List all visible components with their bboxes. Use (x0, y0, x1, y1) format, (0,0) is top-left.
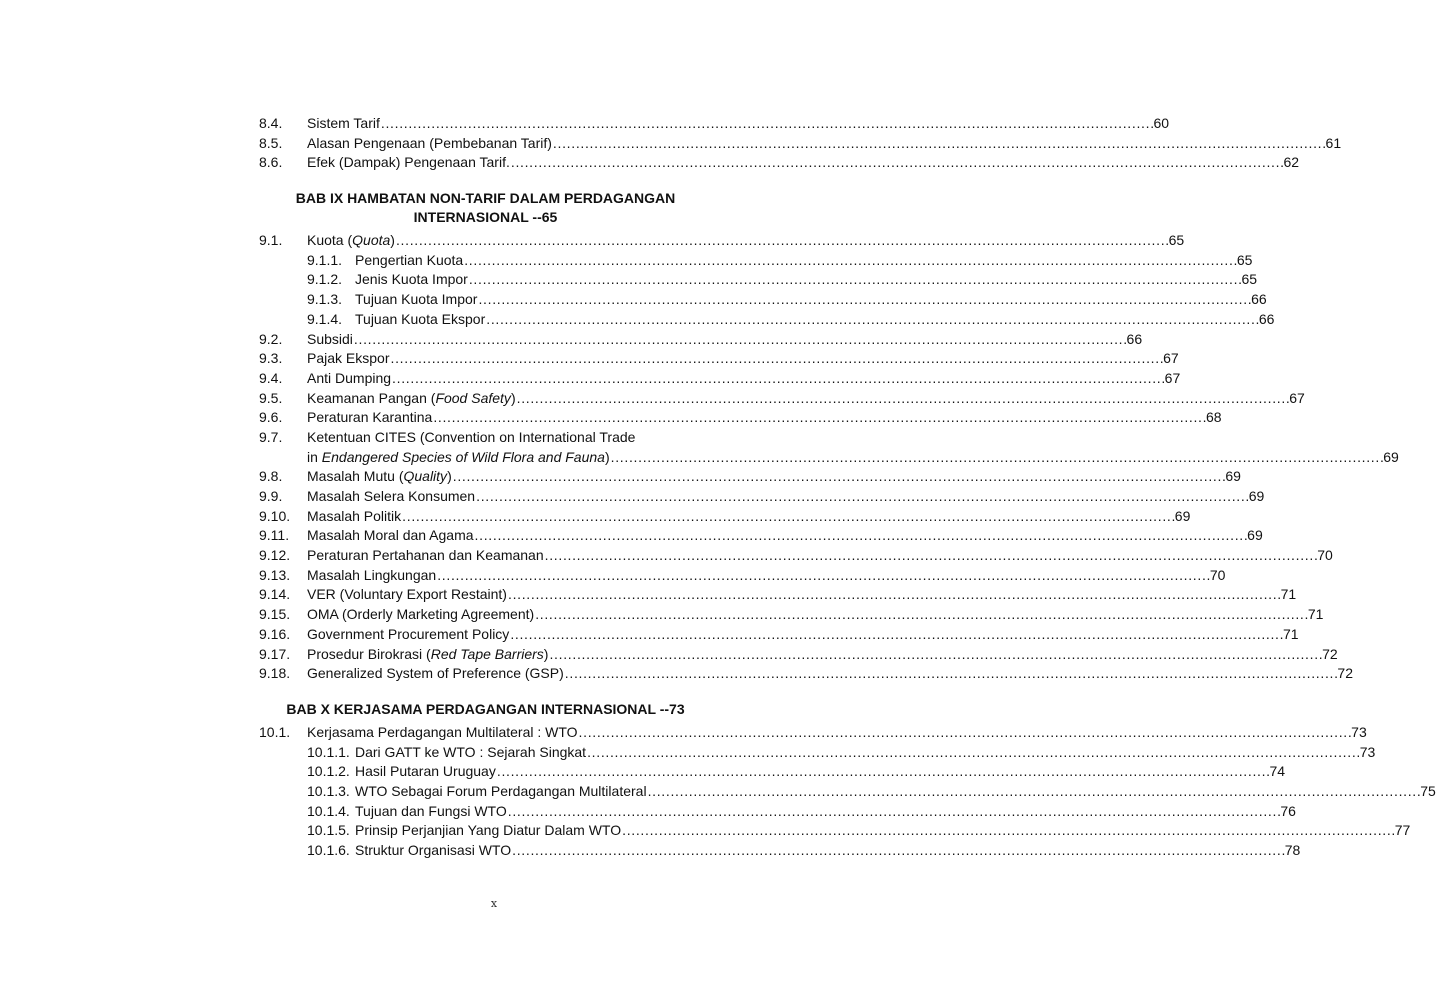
entry-page: 75 (1420, 782, 1436, 799)
entry-number: 9.4. (259, 369, 283, 386)
toc-entry[interactable] (259, 389, 1305, 409)
dot-leader (535, 605, 1307, 625)
dot-leader (486, 310, 1258, 330)
dot-leader (392, 369, 1164, 389)
entry-page: 60 (1153, 115, 1170, 131)
entry-page: 73 (1359, 743, 1376, 760)
entry-title: VER (Voluntary Export Restaint) (307, 586, 507, 603)
entry-number: 10.1.6. (307, 842, 350, 858)
entry-page: 74 (1269, 763, 1286, 780)
entry-number: 9.6. (259, 409, 283, 426)
entry-title: Kerjasama Perdagangan Multilateral : WTO (307, 723, 578, 740)
entry-number: 9.1.3. (307, 291, 343, 308)
entry-title: Masalah Lingkungan (307, 566, 437, 583)
entry-title: Keamanan Pangan (Food Safety) (307, 389, 516, 406)
toc-subentry[interactable] (259, 310, 1275, 330)
entry-page: 77 (1394, 822, 1411, 839)
entry-page: 62 (1283, 154, 1300, 171)
chapter-heading (259, 189, 712, 227)
table-of-contents (259, 114, 1436, 861)
entry-title: Tujuan dan Fungsi WTO (355, 802, 507, 819)
entry-page: 65 (1236, 251, 1253, 268)
entry-title-line1: Ketentuan CITES (Convention on International Trade (307, 428, 636, 445)
entry-number: 9.9. (259, 488, 283, 504)
dot-leader (354, 330, 1126, 350)
entry-number: 9.7. (259, 428, 283, 445)
dot-leader (510, 625, 1282, 645)
toc-entry[interactable] (259, 546, 1333, 566)
entry-title: Hasil Putaran Uruguay (355, 763, 496, 780)
entry-page: 67 (1289, 389, 1305, 406)
entry-page: 72 (1322, 645, 1338, 662)
entry-page: 72 (1337, 665, 1353, 682)
entry-number: 9.11. (259, 527, 290, 544)
entry-page: 67 (1164, 369, 1181, 386)
toc-entry[interactable] (259, 605, 1324, 625)
entry-title-line2: in Endangered Species of Wild Flora and Fauna) (307, 448, 610, 465)
toc-subentry[interactable] (259, 743, 1376, 763)
chapter-heading: BAB X KERJASAMA PERDAGANGAN INTERNASIONAL --73 (286, 700, 685, 717)
toc-entry[interactable] (259, 153, 1300, 173)
dot-leader (553, 134, 1325, 154)
entry-title: Pajak Ekspor (307, 350, 390, 367)
entry-page: 71 (1307, 606, 1324, 623)
entry-page: 61 (1325, 134, 1342, 151)
toc-entry[interactable] (259, 428, 712, 448)
entry-page: 76 (1280, 802, 1296, 819)
entry-page: 67 (1163, 350, 1179, 367)
dot-leader (469, 270, 1241, 290)
toc-entry[interactable] (259, 526, 1263, 546)
entry-title: Tujuan Kuota Impor (355, 291, 478, 308)
dot-leader (511, 153, 1283, 173)
dot-leader (512, 841, 1284, 861)
toc-entry[interactable] (259, 507, 1191, 527)
entry-title: Masalah Selera Konsumen (307, 488, 476, 504)
dot-leader (579, 723, 1351, 743)
toc-entry[interactable] (259, 585, 1297, 605)
entry-number: 9.1.2. (307, 271, 343, 288)
dot-leader (390, 349, 1162, 369)
toc-entry[interactable] (259, 467, 1241, 487)
toc-entry[interactable] (259, 369, 1181, 389)
toc-entry[interactable] (259, 330, 1143, 350)
entry-number: 9.13. (259, 566, 291, 583)
entry-title: Masalah Politik (307, 507, 402, 524)
toc-entry[interactable] (259, 487, 1265, 507)
entry-page: 71 (1282, 625, 1299, 642)
entry-page: 69 (1248, 488, 1265, 504)
dot-leader (517, 389, 1289, 409)
entry-title: Efek (Dampak) Pengenaan Tarif. (307, 154, 510, 171)
entry-title: Masalah Mutu (Quality) (307, 468, 452, 485)
entry-page: 69 (1174, 507, 1191, 524)
entry-page: 69 (1383, 448, 1399, 465)
entry-page: 71 (1280, 586, 1297, 603)
entry-title: Kuota (Quota) (307, 232, 395, 249)
toc-entry[interactable] (259, 664, 1353, 684)
entry-page: 66 (1126, 330, 1143, 347)
dot-leader (545, 546, 1317, 566)
entry-title: Dari GATT ke WTO : Sejarah Singkat (355, 743, 587, 760)
entry-number: 10.1.5. (307, 822, 350, 839)
entry-number: 10.1.1. (307, 743, 350, 760)
entry-title: Subsidi (307, 330, 353, 347)
dot-leader (565, 664, 1337, 684)
entry-title: Masalah Moral dan Agama (307, 527, 474, 544)
dot-leader (402, 507, 1174, 527)
entry-number: 10.1. (259, 723, 291, 740)
entry-number: 10.1.3. (307, 782, 350, 799)
entry-number: 9.12. (259, 547, 291, 564)
toc-entry-continuation[interactable] (259, 448, 1399, 468)
toc-entry[interactable] (259, 723, 1367, 743)
entry-number: 9.14. (259, 586, 291, 603)
toc-subentry[interactable] (259, 782, 1436, 802)
entry-title: Prosedur Birokrasi (Red Tape Barriers) (307, 645, 549, 662)
dot-leader (476, 487, 1248, 507)
dot-leader (381, 114, 1153, 134)
entry-title: WTO Sebagai Forum Perdagangan Multilateral (355, 782, 647, 799)
page-folio: x (490, 897, 498, 910)
chapter-heading-line1: BAB IX HAMBATAN NON-TARIF DALAM PERDAGANGAN (295, 190, 676, 207)
toc-subentry[interactable] (259, 251, 1253, 271)
entry-number: 9.18. (259, 665, 291, 682)
entry-number: 9.1. (259, 232, 283, 249)
entry-number: 9.15. (259, 606, 291, 623)
entry-page: 70 (1209, 566, 1226, 583)
dot-leader (549, 645, 1321, 665)
toc-subentry[interactable] (259, 290, 1267, 310)
entry-title: OMA (Orderly Marketing Agreement) (307, 606, 535, 623)
toc-entry[interactable] (259, 114, 1170, 134)
entry-title: Peraturan Karantina (307, 409, 433, 426)
toc-subentry[interactable] (259, 802, 1296, 822)
entry-number: 9.17. (259, 645, 291, 662)
entry-title: Prinsip Perjanjian Yang Diatur Dalam WTO (355, 822, 622, 839)
entry-title: Generalized System of Preference (GSP) (307, 665, 564, 682)
entry-number: 8.6. (259, 154, 283, 171)
entry-page: 70 (1317, 547, 1333, 564)
toc-entry[interactable] (259, 566, 1226, 586)
toc-entry[interactable] (259, 349, 1179, 369)
entry-page: 68 (1205, 409, 1222, 426)
entry-number: 9.16. (259, 625, 291, 642)
entry-title: Struktur Organisasi WTO (355, 842, 512, 858)
dot-leader (396, 231, 1168, 251)
toc-entry[interactable] (259, 408, 1222, 428)
entry-page: 66 (1258, 310, 1275, 327)
entry-title: Peraturan Pertahanan dan Keamanan (307, 547, 544, 564)
toc-subentry[interactable] (259, 841, 1301, 861)
dot-leader (611, 448, 1383, 468)
dot-leader (478, 290, 1250, 310)
dot-leader (433, 408, 1205, 428)
toc-subentry[interactable] (259, 270, 1258, 290)
entry-number: 10.1.4. (307, 802, 350, 819)
dot-leader (508, 585, 1280, 605)
dot-leader (464, 251, 1236, 271)
toc-entry[interactable] (259, 231, 1185, 251)
entry-number: 10.1.2. (307, 763, 350, 780)
entry-number: 9.5. (259, 389, 283, 406)
entry-number: 9.1.4. (307, 310, 343, 327)
dot-leader (587, 743, 1359, 763)
entry-page: 69 (1225, 468, 1241, 485)
entry-title: Sistem Tarif (307, 115, 380, 131)
chapter-heading-line2: INTERNASIONAL --65 (413, 209, 558, 226)
entry-number: 9.2. (259, 330, 283, 347)
entry-title: Alasan Pengenaan (Pembebanan Tarif) (307, 134, 552, 151)
dot-leader (497, 762, 1269, 782)
toc-subentry[interactable] (259, 762, 1286, 782)
entry-number: 9.10. (259, 507, 291, 524)
entry-page: 78 (1284, 842, 1301, 858)
dot-leader (453, 467, 1225, 487)
entry-number: 9.8. (259, 468, 283, 485)
toc-subentry[interactable] (259, 821, 1411, 841)
dot-leader (437, 566, 1209, 586)
toc-entry[interactable] (259, 645, 1338, 665)
dot-leader (508, 802, 1280, 822)
entry-number: 9.1.1. (307, 251, 343, 268)
dot-leader (648, 782, 1420, 802)
entry-number: 8.5. (259, 134, 283, 151)
entry-number: 8.4. (259, 115, 283, 131)
entry-page: 65 (1241, 271, 1258, 288)
entry-title: Jenis Kuota Impor (355, 271, 468, 288)
dot-leader (622, 821, 1394, 841)
entry-page: 65 (1168, 232, 1185, 249)
entry-number: 9.3. (259, 350, 283, 367)
dot-leader (475, 526, 1247, 546)
entry-page: 66 (1251, 291, 1267, 308)
entry-title: Pengertian Kuota (355, 251, 464, 268)
toc-entry[interactable] (259, 625, 1299, 645)
entry-page: 73 (1351, 723, 1367, 740)
entry-title: Government Procurement Policy (307, 625, 510, 642)
entry-title: Anti Dumping (307, 369, 392, 386)
entry-page: 69 (1247, 527, 1263, 544)
toc-entry[interactable] (259, 134, 1342, 154)
entry-title: Tujuan Kuota Ekspor (355, 310, 486, 327)
